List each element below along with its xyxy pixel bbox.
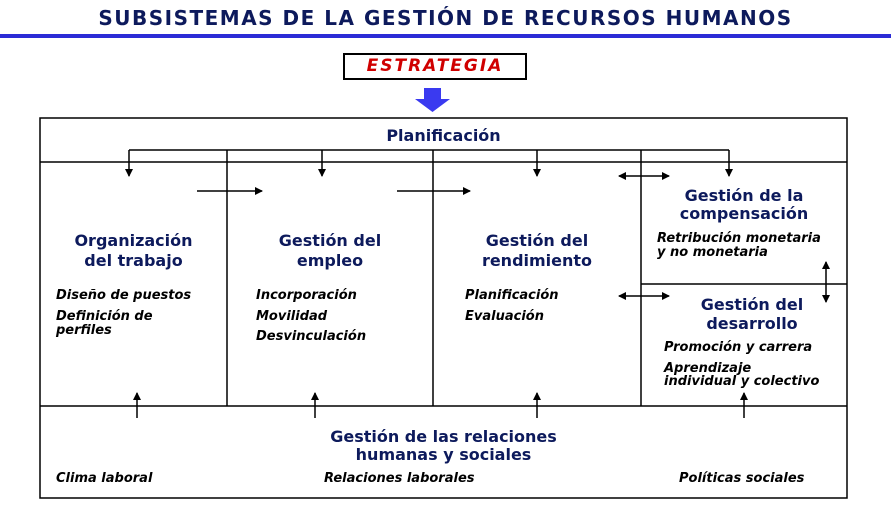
compensacion-title-line1: Gestión de la — [684, 186, 804, 205]
desarrollo-title-line1: Gestión del — [700, 295, 804, 314]
desarrollo-item: Aprendizaje — [664, 361, 752, 376]
col3-item: Evaluación — [465, 309, 544, 324]
planificacion-header: Planificación — [386, 126, 501, 145]
relaciones-item: Políticas sociales — [679, 471, 805, 486]
col3-title-line1: Gestión del — [485, 231, 589, 250]
compensacion-item: y no monetaria — [657, 245, 768, 260]
relaciones-item: Relaciones laborales — [324, 471, 475, 486]
col1-item: Definición de — [56, 309, 153, 324]
compensacion-item: Retribución monetaria — [657, 231, 821, 246]
col2-title-line2: empleo — [296, 251, 364, 270]
relaciones-item: Clima laboral — [56, 471, 153, 486]
col1-item: Diseño de puestos — [56, 288, 192, 303]
compensacion-title-line2: compensación — [679, 204, 809, 223]
desarrollo-item: Promoción y carrera — [664, 340, 813, 355]
relaciones-title-line2: humanas y sociales — [355, 445, 532, 464]
title-rule — [0, 34, 891, 38]
col1-title-line1: Organización — [74, 231, 193, 250]
desarrollo-title-line2: desarrollo — [706, 314, 798, 333]
col2-title-line1: Gestión del — [278, 231, 382, 250]
col1-title-line2: del trabajo — [84, 251, 183, 270]
relaciones-title-line1: Gestión de las relaciones — [330, 427, 557, 446]
desarrollo-item: individual y colectivo — [664, 374, 820, 389]
estrategia-box: ESTRATEGIA — [343, 53, 527, 80]
strategy-down-arrow-icon — [415, 88, 450, 112]
col3-item: Planificación — [465, 288, 559, 303]
col2-item: Desvinculación — [256, 329, 367, 344]
col2-item: Movilidad — [256, 309, 328, 324]
col3-title-line2: rendimiento — [481, 251, 593, 270]
page-title: SUBSISTEMAS DE LA GESTIÓN DE RECURSOS HUMANOS — [98, 6, 793, 30]
col2-item: Incorporación — [256, 288, 357, 303]
col1-item: perfiles — [56, 323, 112, 338]
